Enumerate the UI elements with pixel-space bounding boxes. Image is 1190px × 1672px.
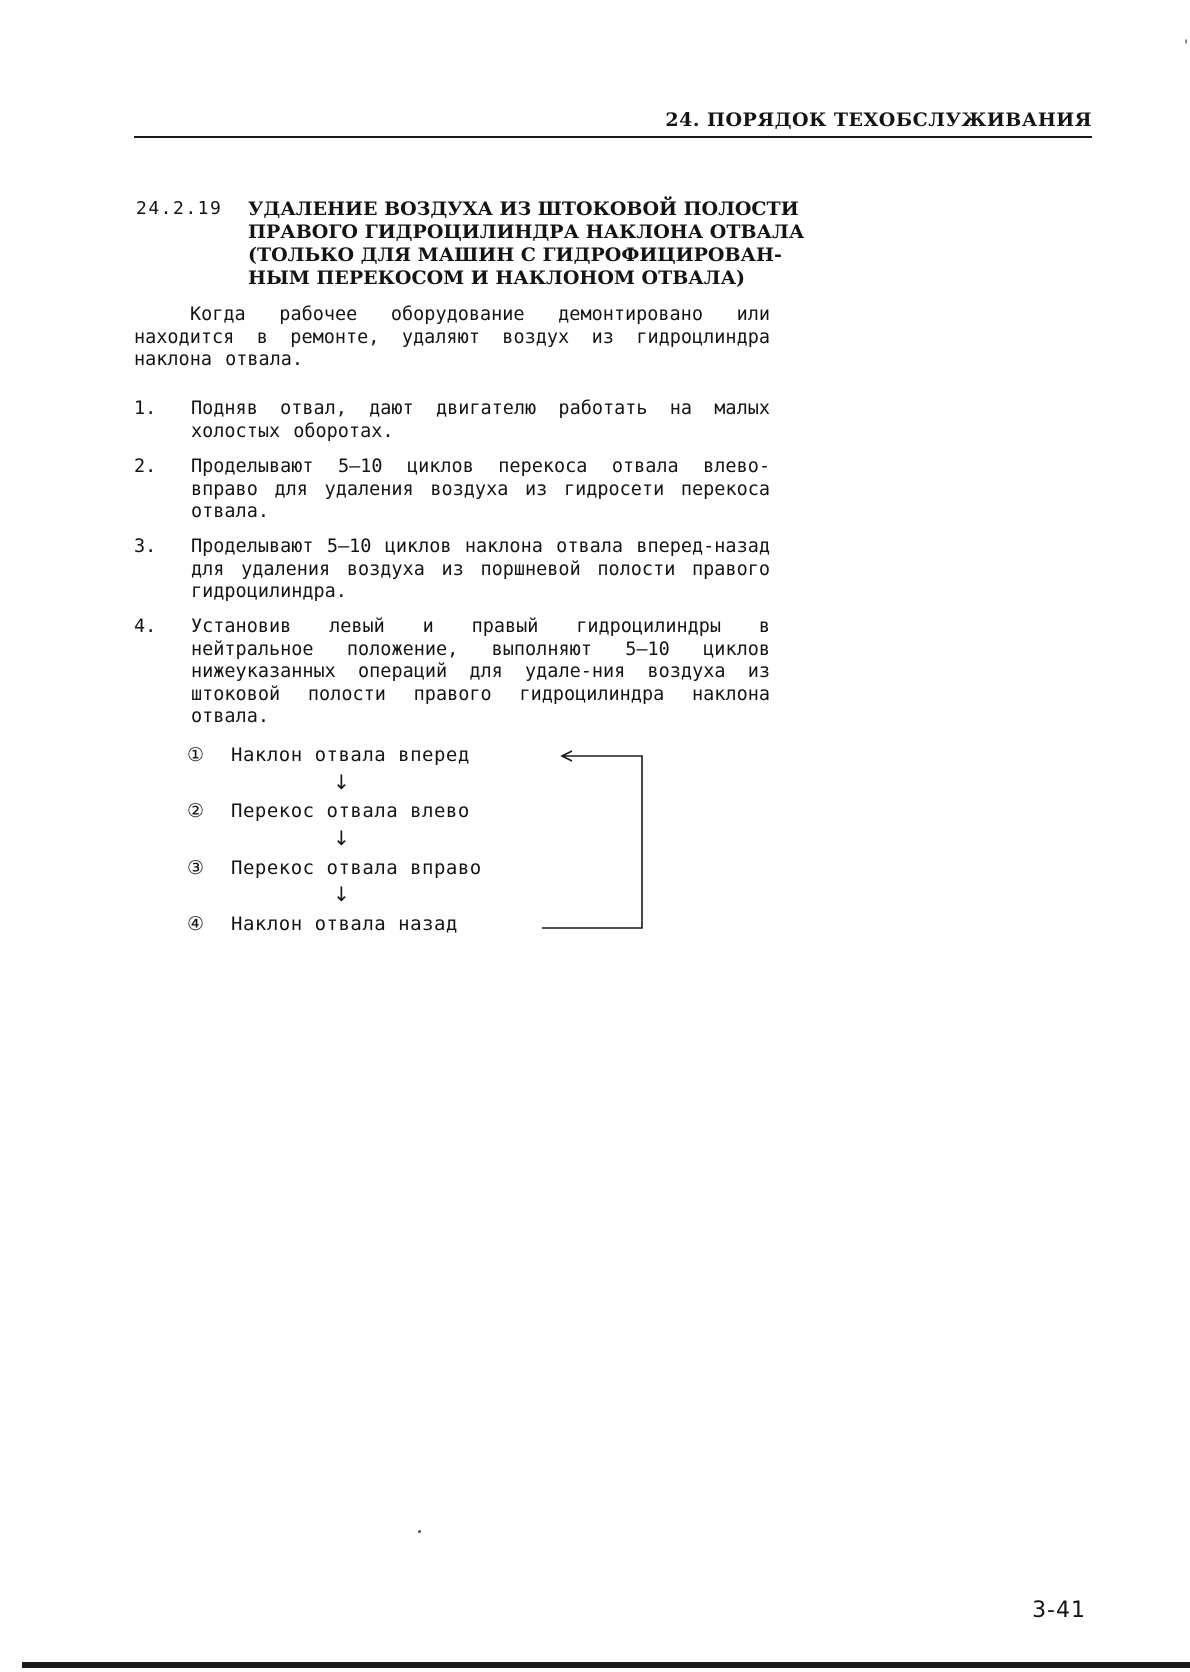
footer-divider	[22, 1662, 1190, 1668]
section-title-line-3: (ТОЛЬКО ДЛЯ МАШИН С ГИДРОФИЦИРОВАН-	[248, 244, 782, 266]
page-number: 3-41	[1032, 1598, 1086, 1623]
circled-number: ②	[187, 800, 205, 822]
operation-3	[187, 857, 482, 879]
header-divider	[134, 136, 1092, 138]
corner-tick: '	[1184, 38, 1188, 54]
step-text: Подняв отвал, дают двигателю работать на малых холостых оборотах.	[191, 398, 770, 442]
scan-speck	[418, 1530, 421, 1533]
down-arrow-icon: ↓	[333, 882, 350, 906]
step-number: 4.	[134, 616, 157, 637]
down-arrow-icon: ↓	[333, 770, 350, 794]
operation-4	[187, 913, 458, 935]
loop-back-arrow-icon	[530, 746, 650, 936]
step-text: Установив левый и правый гидроцилиндры в нейтральное положение, выполняют 5—10 циклов нижеуказанных операций для удале-ния воздуха из штоковой полости правого гидроцилиндра наклона отвала.	[191, 616, 770, 727]
section-title-line-1: УДАЛЕНИЕ ВОЗДУХА ИЗ ШТОКОВОЙ ПОЛОСТИ	[248, 198, 799, 220]
section-title	[248, 198, 805, 290]
operation-2	[187, 800, 470, 822]
operation-text: Наклон отвала назад	[231, 913, 458, 935]
operation-text: Перекос отвала вправо	[231, 857, 482, 879]
step-number: 2.	[134, 456, 157, 477]
operation-text: Наклон отвала вперед	[231, 744, 470, 766]
circled-number: ④	[187, 913, 205, 935]
loop-line	[542, 756, 642, 928]
intro-text: Когда рабочее оборудование демонтировано или находится в ремонте, удаляют воздух из гидроцлиндра наклона отвала.	[134, 304, 770, 370]
step-text: Проделывают 5—10 циклов перекоса отвала влево-вправо для удаления воздуха из гидросети перекоса отвала.	[191, 456, 770, 522]
step-number: 3.	[134, 536, 157, 557]
section-title-line-4: НЫМ ПЕРЕКОСОМ И НАКЛОНОМ ОТВАЛА)	[248, 267, 746, 289]
intro-paragraph	[134, 304, 770, 372]
operation-1	[187, 744, 470, 766]
step-text: Проделывают 5—10 циклов наклона отвала вперед-назад для удаления воздуха из поршневой полости правого гидроцилиндра.	[191, 536, 770, 602]
operation-text: Перекос отвала влево	[231, 800, 470, 822]
circled-number: ③	[187, 857, 205, 879]
section-number: 24.2.19	[136, 198, 223, 219]
down-arrow-icon: ↓	[333, 826, 350, 850]
step-number: 1.	[134, 398, 157, 419]
chapter-header: 24. ПОРЯДОК ТЕХОБСЛУЖИВАНИЯ	[665, 109, 1092, 131]
circled-number: ①	[187, 744, 205, 766]
section-title-line-2: ПРАВОГО ГИДРОЦИЛИНДРА НАКЛОНА ОТВАЛА	[248, 221, 805, 243]
